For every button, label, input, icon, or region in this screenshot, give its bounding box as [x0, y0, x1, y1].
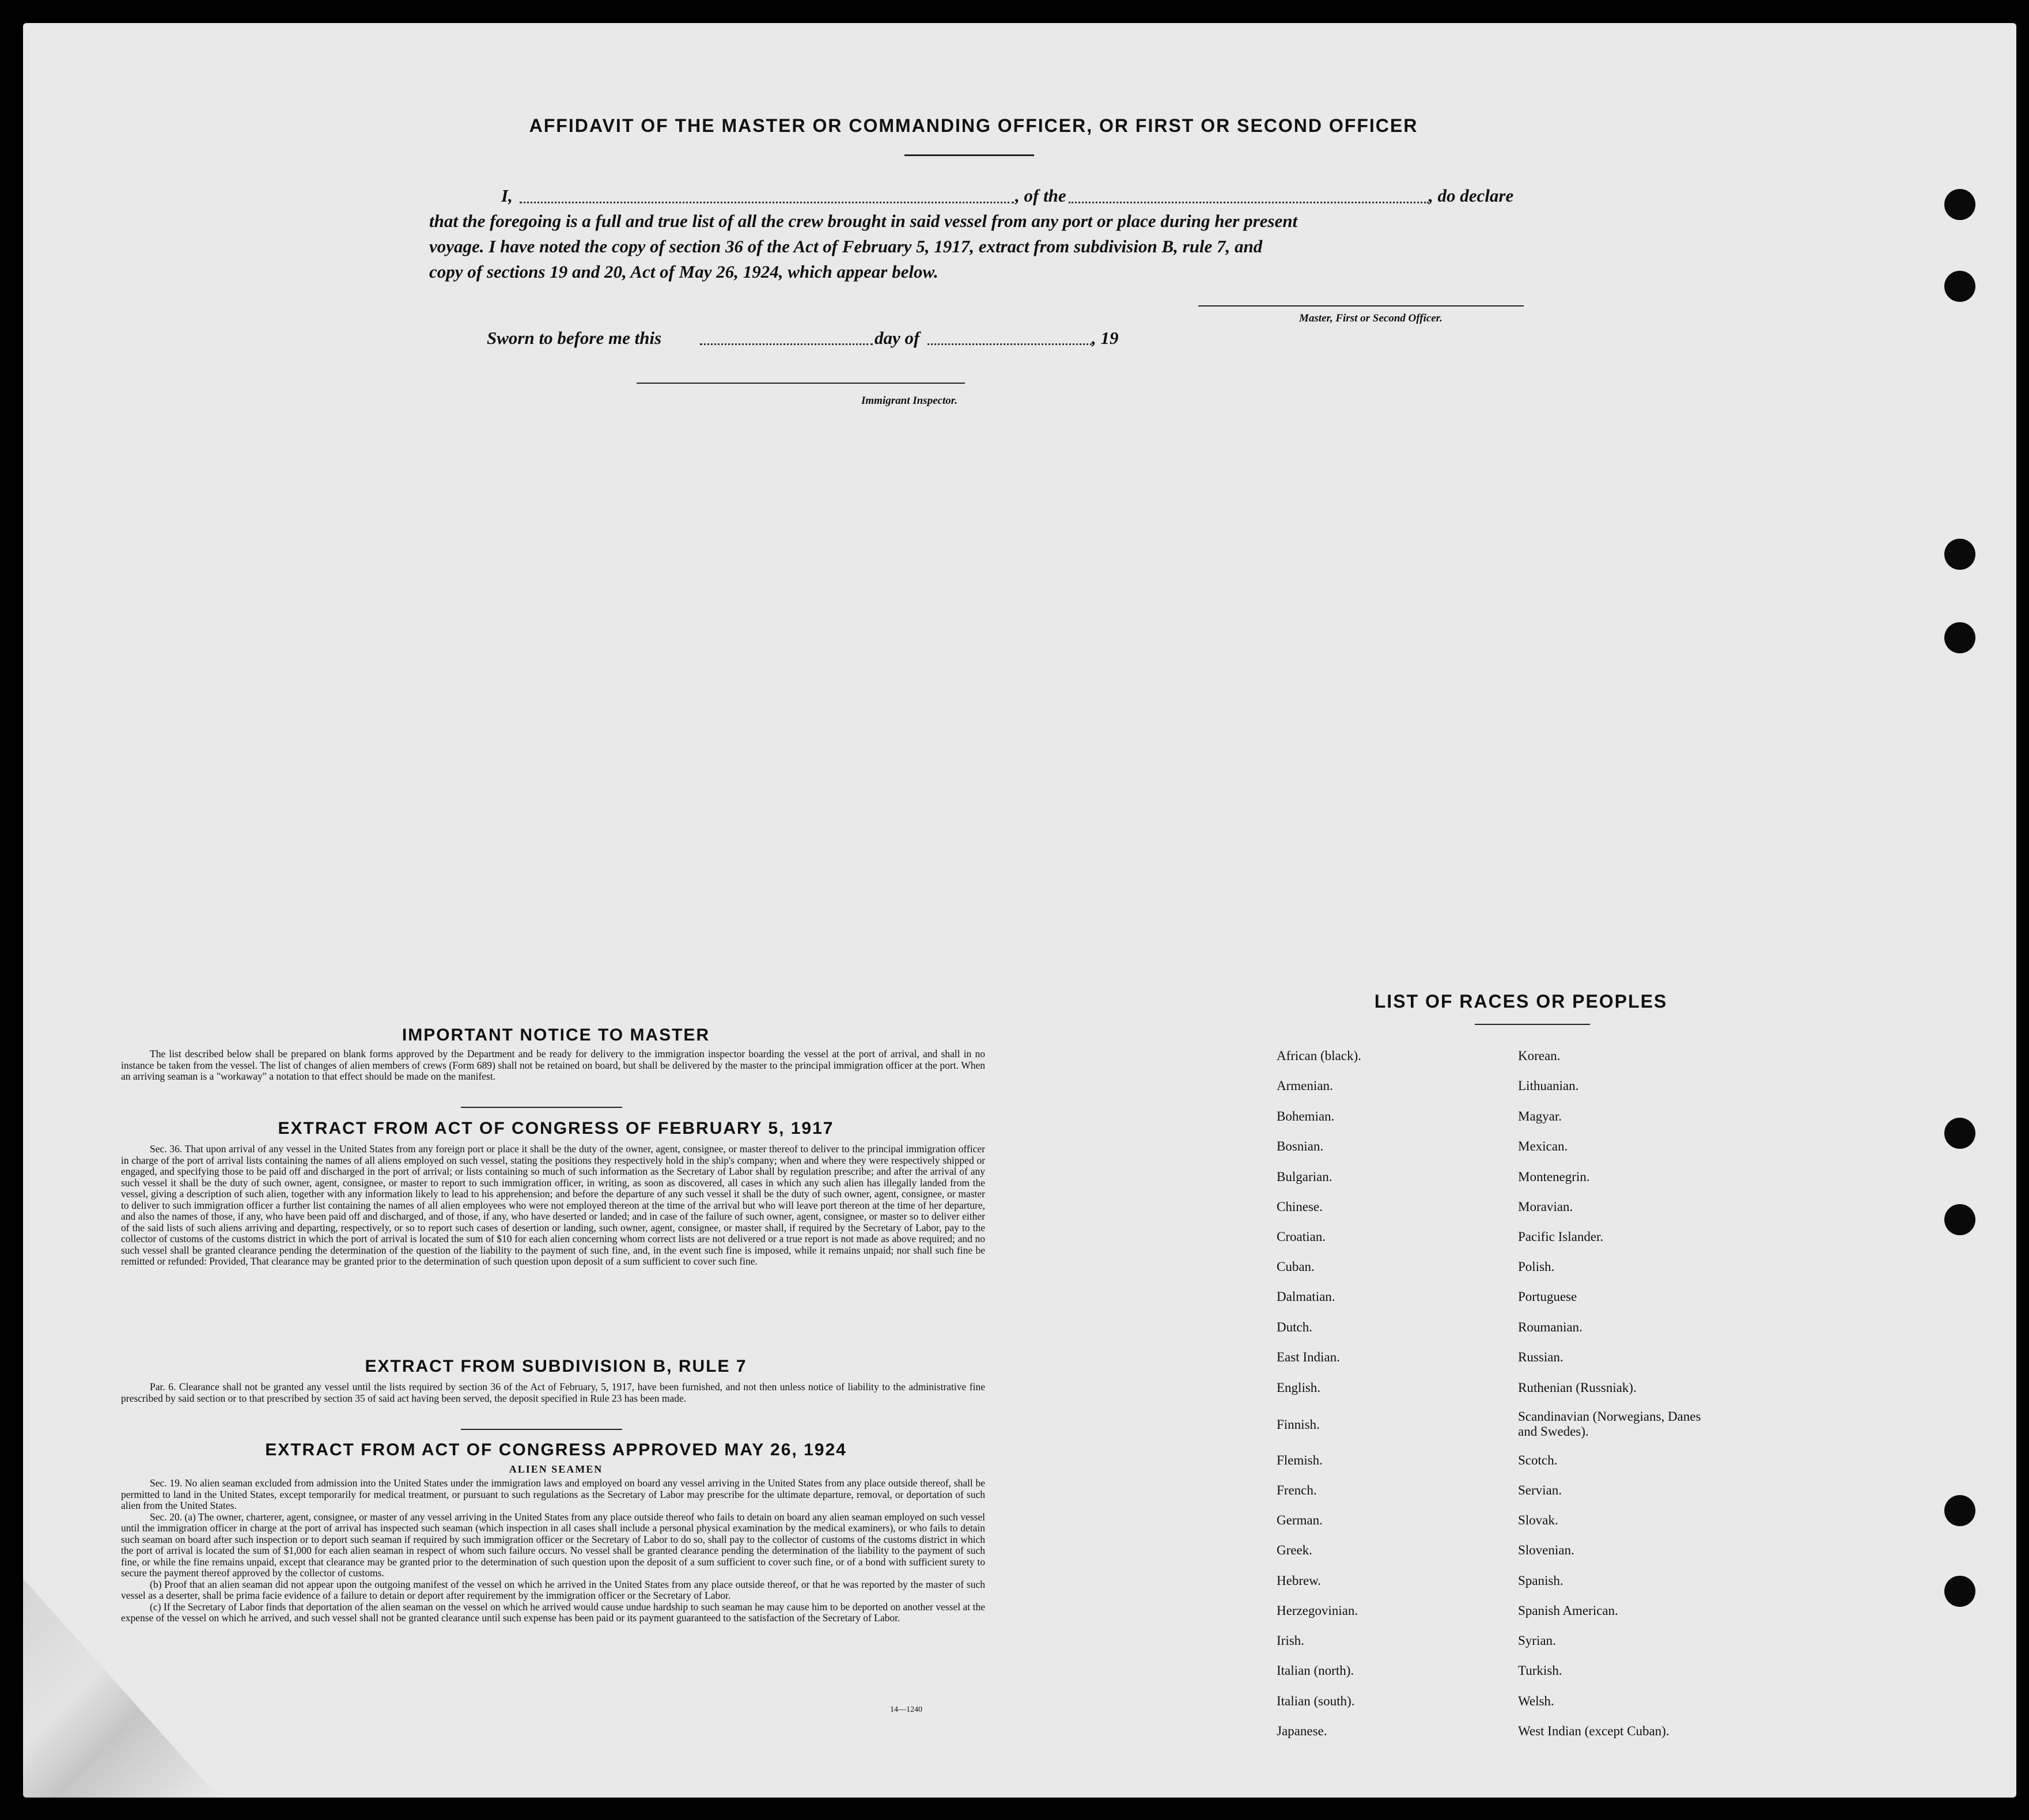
- race-item: Hebrew.: [1277, 1573, 1322, 1588]
- race-item: Croatian.: [1277, 1229, 1326, 1244]
- race-item: Italian (north).: [1277, 1663, 1354, 1678]
- extract-1917-title: EXTRACT FROM ACT OF CONGRESS OF FEBRUARY 5, 1917: [278, 1119, 834, 1138]
- extract-1924-title: EXTRACT FROM ACT OF CONGRESS APPROVED MAY 26, 1924: [265, 1440, 847, 1459]
- form-page: [23, 23, 2016, 1798]
- sec-19: Sec. 19. No alien seaman excluded from admission into the United States under the immigration laws and employed on board any vessel arriving in the United States from any place outside thereof, shall be permitted to land in the United States, except temporarily for medical treatment, or pursuant to such regulations as the Secretary of Labor may prescribe for the ultimate departure, removal, or deportation of such alien from the United States.: [121, 1477, 985, 1511]
- race-item: Herzegovinian.: [1277, 1603, 1358, 1618]
- inspector-signature-line[interactable]: [637, 383, 965, 384]
- form-number: 14—1240: [890, 1705, 922, 1714]
- notice-title: IMPORTANT NOTICE TO MASTER: [402, 1026, 710, 1045]
- race-item: Mexican.: [1518, 1139, 1568, 1153]
- race-item: Scotch.: [1518, 1453, 1558, 1467]
- race-item: German.: [1277, 1513, 1323, 1527]
- race-item: African (black).: [1277, 1049, 1361, 1063]
- race-item: Montenegrin.: [1518, 1170, 1590, 1184]
- race-item: Bohemian.: [1277, 1109, 1335, 1123]
- sworn-day-field[interactable]: [700, 343, 873, 345]
- race-item: Finnish.: [1277, 1417, 1320, 1432]
- race-item: Lithuanian.: [1518, 1079, 1579, 1093]
- race-item: Portuguese: [1518, 1289, 1577, 1304]
- punch-hole: [1944, 622, 1975, 653]
- divider: [461, 1107, 622, 1108]
- race-item: Slovak.: [1518, 1513, 1558, 1527]
- rule7-title: EXTRACT FROM SUBDIVISION B, RULE 7: [365, 1357, 747, 1376]
- punch-hole: [1944, 1118, 1975, 1149]
- vessel-field[interactable]: [1069, 202, 1429, 203]
- affidavit-line4: copy of sections 19 and 20, Act of May 26, 1924, which appear below.: [429, 262, 938, 282]
- race-item: Slovenian.: [1518, 1543, 1574, 1557]
- extract-1924-body: [121, 1478, 985, 1624]
- extract-1917-body: Sec. 36. That upon arrival of any vessel in the United States from any foreign port or place it shall be the duty of the owner, agent, consignee, or master thereof to deliver to the principal immigration officer in charge of the port of arrival lists containing the names of all aliens employed on such vessel, stating the positions they respectively hold in the ship's company; when and where they were respectively shipped or engaged, and specifying those to be paid off and discharged in the port of arrival; or lists containing so much of such information as the Secretary of Labor shall by regulation prescribe; and after the arrival of any such vessel it shall be the duty of such owner, agent, consignee, or master to report to such immigration officer, in writing, as soon as discovered, all cases in which any such alien has illegally landed from the vessel, giving a description of such alien, together with any information likely to lead to his apprehension; and before the departure of any such vessel it shall be the duty of such owner, agent, consignee, or master to deliver to such immigration officer a further list containing the names of all alien employees who were not employed thereon at the time of the arrival but who will leave port thereon at the time of her departure, and also the names of those, if any, who have been paid off and discharged, and of those, if any, who have deserted or landed; and in case of the failure of such owner, agent, consignee, or master so to deliver either of the said lists of such aliens arriving and departing, respectively, or so to report such cases of desertion or landing, such owner, agent, consignee, or master shall, if required by the Secretary of Labor, pay to the collector of customs of the customs district in which the port of arrival is located the sum of $10 for each alien concerning whom correct lists are not delivered or a true report is not made as above required; and no such vessel shall be granted clearance pending the determination of the question of the liability to the payment of such fine, and, in the event such fine is imposed, while it remains unpaid; nor shall such fine be remitted or refunded: Provided, That clearance may be granted prior to the determination of such question upon deposit of a sum sufficient to cover such fine.: [121, 1143, 985, 1267]
- affidavit-line3: voyage. I have noted the copy of section 36 of the Act of February 5, 1917, extract from subdivision B, rule 7, and: [429, 236, 1263, 256]
- race-item: Dalmatian.: [1277, 1289, 1335, 1304]
- sworn-prefix: Sworn to before me this: [487, 328, 662, 348]
- race-item: Spanish American.: [1518, 1603, 1618, 1618]
- race-item: English.: [1277, 1380, 1321, 1395]
- race-item: Servian.: [1518, 1483, 1562, 1497]
- master-signature-label: Master, First or Second Officer.: [1299, 312, 1443, 324]
- race-item: Welsh.: [1518, 1694, 1554, 1708]
- punch-hole: [1944, 1204, 1975, 1235]
- sec-20b: (b) Proof that an alien seaman did not appear upon the outgoing manifest of the vessel on which he arrived in the United States from any place outside thereof, or that he was reported by the master of such vessel as a deserter, shall be prima facie evidence of a failure to detain or deport after requirement by the immigration officer or the Secretary of Labor.: [121, 1578, 985, 1601]
- punch-hole: [1944, 1576, 1975, 1607]
- race-item: Japanese.: [1277, 1724, 1327, 1738]
- race-item: Turkish.: [1518, 1663, 1562, 1678]
- alien-seamen-subtitle: ALIEN SEAMEN: [509, 1463, 603, 1475]
- race-item: Chinese.: [1277, 1200, 1323, 1214]
- race-item: Italian (south).: [1277, 1694, 1355, 1708]
- affidavit-line2: that the foregoing is a full and true list of all the crew brought in said vessel from any port or place during her present: [429, 211, 1298, 231]
- race-item: Syrian.: [1518, 1633, 1556, 1648]
- notice-body: The list described below shall be prepared on blank forms approved by the Department and be ready for delivery to the immigration inspector boarding the vessel at the port of arrival, and shall in no instance be taken from the vessel. The list of changes of alien members of crews (Form 689) shall not be retained on board, but shall be delivered by the master to the principal immigration officer at the port. When an arriving seaman is a "workaway" a notation to that effect should be made on the manifest.: [121, 1048, 985, 1082]
- inspector-signature-label: Immigrant Inspector.: [861, 395, 957, 407]
- race-item: Spanish.: [1518, 1573, 1564, 1588]
- punch-hole: [1944, 1495, 1975, 1526]
- race-item: Irish.: [1277, 1633, 1304, 1648]
- race-item: Korean.: [1518, 1049, 1561, 1063]
- races-title: LIST OF RACES OR PEOPLES: [1374, 991, 1668, 1012]
- race-item: West Indian (except Cuban).: [1518, 1724, 1670, 1738]
- race-item: Bulgarian.: [1277, 1170, 1333, 1184]
- divider: [1475, 1024, 1590, 1025]
- name-field[interactable]: [520, 202, 1014, 203]
- sworn-year: , 19: [1092, 328, 1119, 348]
- sec-20a: Sec. 20. (a) The owner, charterer, agent, consignee, or master of any vessel arriving in the United States from any place outside thereof who fails to detain on board any alien seaman employed on such vessel until the immigration officer in charge at the port of arrival has inspected such seaman (which inspection in all cases shall include a personal physical examination by the medical examiners), or who fails to detain such seaman on board after such inspection or to deport such seaman if required by such immigration officer or the Secretary of Labor to do so, shall pay to the collector of customs of the customs district in which the port of arrival is located the sum of $1,000 for each alien seaman in respect of whom such failure occurs. No vessel shall be granted clearance pending the determination of the liability to the payment of such fine, or while the fine remains unpaid, except that clearance may be granted prior to the determination of such question upon the deposit of a sum sufficient to cover such fine, or of a bond with sufficient surety to secure the payment thereof approved by the collector of customs.: [121, 1511, 985, 1579]
- race-item: Moravian.: [1518, 1200, 1573, 1214]
- sworn-month-field[interactable]: [928, 343, 1092, 345]
- race-item: Dutch.: [1277, 1320, 1312, 1334]
- punch-hole: [1944, 271, 1975, 302]
- race-item: Roumanian.: [1518, 1320, 1583, 1334]
- race-item: Ruthenian (Russniak).: [1518, 1380, 1637, 1395]
- master-signature-line[interactable]: [1198, 305, 1524, 307]
- affidavit-i: I,: [501, 186, 513, 206]
- rule7-body: Par. 6. Clearance shall not be granted any vessel until the lists required by section 36 of the Act of February, 5, 1917, have been furnished, and not then unless notice of liability to the administrative fine prescribed by said section or to that prescribed by section 35 of said act having been served, the deposit specified in Rule 23 has been made.: [121, 1381, 985, 1404]
- affidavit-declare: , do declare: [1429, 186, 1514, 206]
- divider: [461, 1429, 622, 1430]
- race-item: Armenian.: [1277, 1079, 1333, 1093]
- race-item: Cuban.: [1277, 1259, 1315, 1274]
- race-item: Polish.: [1518, 1259, 1555, 1274]
- punch-hole: [1944, 189, 1975, 220]
- race-item: Greek.: [1277, 1543, 1312, 1557]
- race-item: Pacific Islander.: [1518, 1229, 1604, 1244]
- sec-20c: (c) If the Secretary of Labor finds that deportation of the alien seaman on the vessel on which he arrived would cause undue hardship to such seaman he may cause him to be deported on another vessel at the expense of the vessel on which he arrived, and such vessel shall not be granted clearance until such expense has been paid or its payment guaranteed to the satisfaction of the Secretary of Labor.: [121, 1600, 985, 1624]
- race-item: Russian.: [1518, 1350, 1564, 1364]
- race-item: French.: [1277, 1483, 1317, 1497]
- divider: [904, 154, 1034, 156]
- race-item: Flemish.: [1277, 1453, 1323, 1467]
- affidavit-of-the: , of the: [1015, 186, 1066, 206]
- race-item: Scandinavian (Norwegians, Danes and Swedes).: [1518, 1409, 1701, 1439]
- punch-hole: [1944, 539, 1975, 570]
- race-item: Bosnian.: [1277, 1139, 1324, 1153]
- race-item: East Indian.: [1277, 1350, 1340, 1364]
- sworn-day-of: day of: [875, 328, 920, 348]
- race-item: Magyar.: [1518, 1109, 1562, 1123]
- affidavit-title: AFFIDAVIT OF THE MASTER OR COMMANDING OFFICER, OR FIRST OR SECOND OFFICER: [529, 115, 1418, 136]
